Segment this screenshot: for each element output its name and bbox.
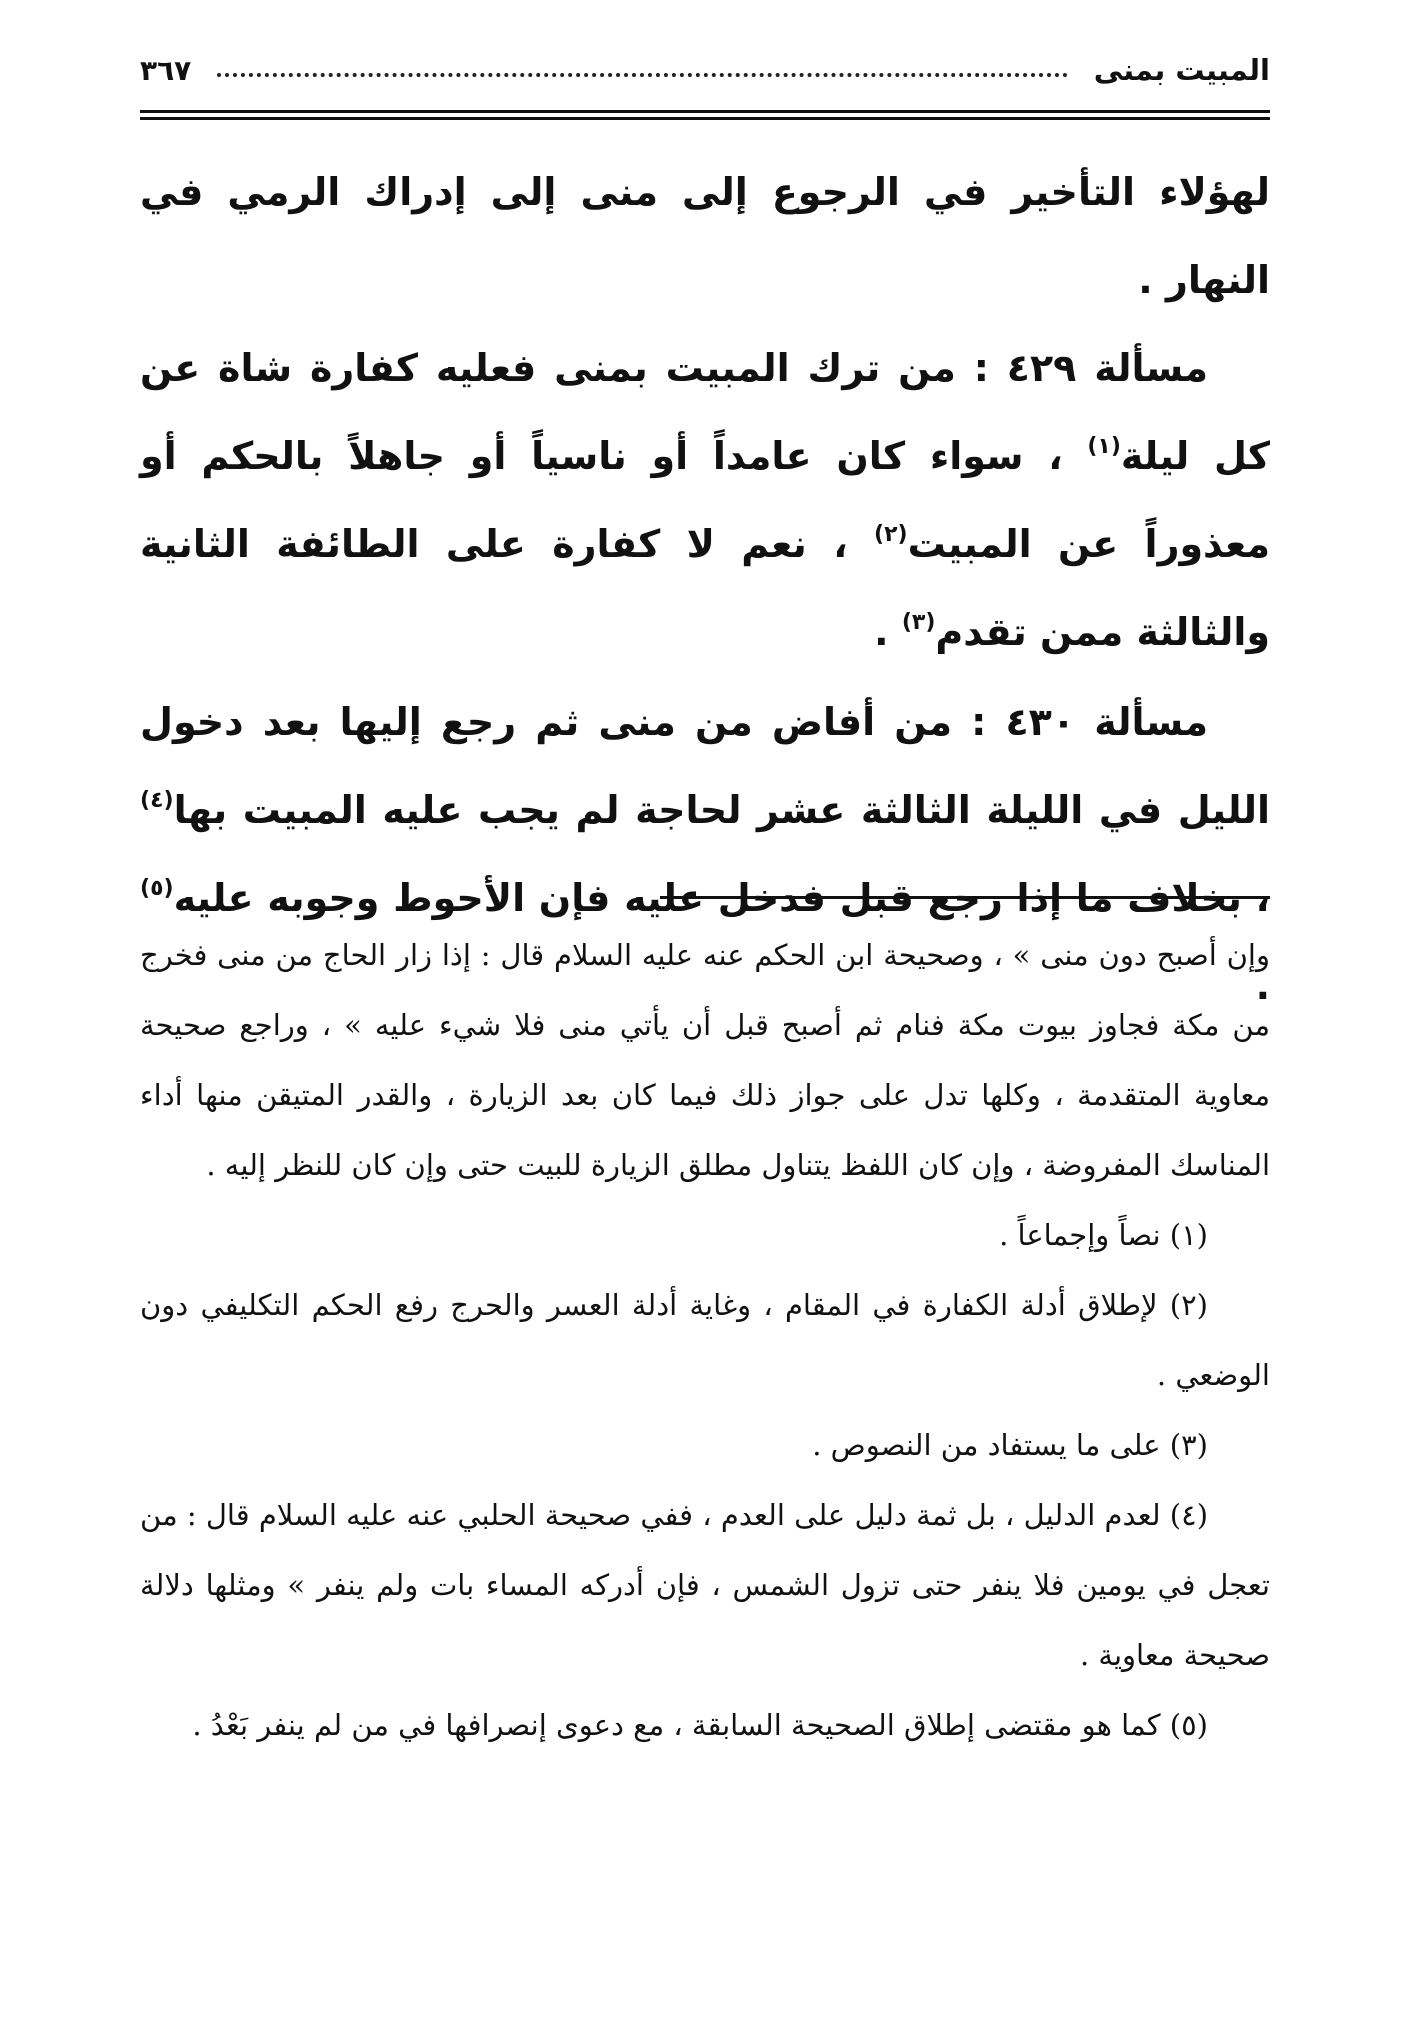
paragraph-continuation: لهؤلاء التأخير في الرجوع إلى منى إلى إدراك الرمي في النهار . — [140, 170, 1270, 302]
issue-429-text-a: مسألة ٤٢٩ : من ترك المبيت بمنى فعليه كفارة شاة عن كل ليلة — [140, 346, 1270, 478]
issue-429 — [140, 324, 1270, 676]
page-number: ٣٦٧ — [140, 53, 192, 87]
issue-429-text-b: ، سواء كان عامداً أو ناسياً أو جاهلاً بالحكم أو معذوراً عن المبيت — [140, 434, 1270, 566]
footnote-continuation: وإن أصبح دون منى » ، وصحيحة ابن الحكم عنه عليه السلام قال : إذا زار الحاج من منى فخرج من مكة فجاوز بيوت مكة فنام ثم أصبح قبل أن يأتي منى فلا شيء عليه » ، وراجع صحيحة معاوية المتقدمة ، وكلها تدل على جواز ذلك فيما كان بعد الزيارة ، والقدر المتيقن منها أداء المناسك المفروضة ، وإن كان اللفظ يتناول مطلق الزيارة للبيت حتى وإن كان للنظر إليه . — [140, 938, 1270, 1182]
header-title: المبيت بمنى — [1093, 53, 1270, 87]
footnote-ref-3[interactable]: (٣) — [901, 610, 936, 635]
issue-430-text-a: مسألة ٤٣٠ : من أفاض من منى ثم رجع إليها بعد دخول الليل في الليلة الثالثة عشر لحاجة لم يجب عليه المبيت بها — [140, 700, 1270, 832]
footnote-ref-2[interactable]: (٢) — [874, 522, 908, 547]
footnote-1: (١) نصاً وإجماعاً . — [999, 1218, 1208, 1252]
issue-429-text-d: . — [874, 610, 902, 654]
footnote-3: (٣) على ما يستفاد من النصوص . — [812, 1428, 1208, 1462]
header-double-rule — [140, 110, 1270, 120]
footnote-ref-4[interactable]: (٤) — [140, 788, 174, 813]
footnote-ref-1[interactable]: (١) — [1087, 434, 1121, 459]
footnote-separator — [660, 896, 1270, 899]
footnotes — [140, 920, 1270, 1760]
book-page — [140, 30, 1270, 2010]
footnote-5: (٥) كما هو مقتضى إطلاق الصحيحة السابقة ، مع دعوى إنصرافها في من لم ينفر بَعْدُ . — [192, 1708, 1208, 1742]
footnote-4: (٤) لعدم الدليل ، بل ثمة دليل على العدم ، ففي صحيحة الحلبي عنه عليه السلام قال : من تعجل في يومين فلا ينفر حتى تزول الشمس ، فإن أدركه المساء بات ولم ينفر » ومثلها دلالة صحيحة معاوية . — [140, 1498, 1270, 1672]
footnote-ref-5[interactable]: (٥) — [140, 876, 174, 901]
issue-429-text-c: ، نعم لا كفارة على الطائفة الثانية والثالثة ممن تقدم — [140, 522, 1270, 654]
issue-430-text-c: . — [1255, 964, 1270, 1008]
header-dot-leader — [217, 73, 1067, 77]
issue-430-text-b: ، بخلاف ما إذا رجع قبل فدخل عليه فإن الأحوط وجوبه عليه — [173, 876, 1270, 920]
running-header — [140, 40, 1270, 100]
footnote-2: (٢) لإطلاق أدلة الكفارة في المقام ، وغاية أدلة العسر والحرج رفع الحكم التكليفي دون الوضعي . — [140, 1288, 1270, 1392]
